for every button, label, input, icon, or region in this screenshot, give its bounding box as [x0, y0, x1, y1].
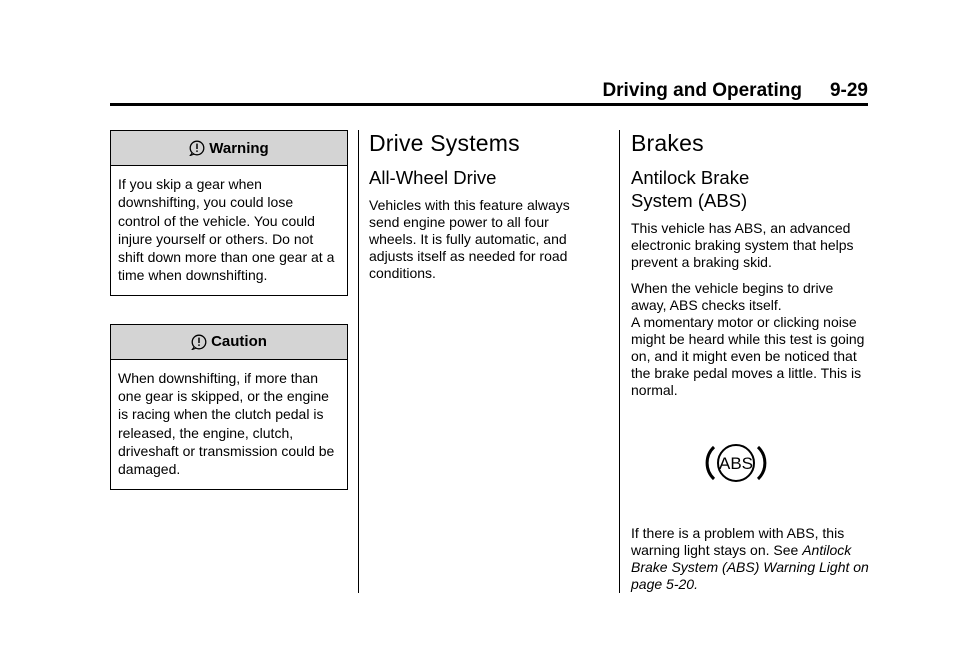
all-wheel-drive-text: Vehicles with this feature always send engine power to all four wheels. It is fully automatic, and adjusts itself as needed for road conditions.	[369, 197, 570, 281]
column-left	[110, 130, 348, 490]
abs-warning-light-reference[interactable]: Antilock Brake System (ABS) Warning Light on page 5-20	[631, 542, 869, 592]
drive-systems-heading: Drive Systems	[369, 130, 520, 156]
abs-heading-line1: Antilock Brake	[631, 167, 750, 188]
all-wheel-drive-heading: All-Wheel Drive	[369, 167, 497, 188]
warning-title: Warning	[209, 139, 269, 157]
warning-box	[110, 130, 348, 296]
caution-box	[110, 324, 348, 490]
abs-self-check-line: When the vehicle begins to drive away, ABS checks itself.	[631, 280, 834, 313]
header-rule	[110, 103, 868, 106]
abs-problem-line: If there is a problem with ABS, this warning light stays on. See	[631, 525, 845, 558]
column-right	[631, 130, 871, 593]
abs-heading-line2: System (ABS)	[631, 190, 748, 211]
caution-title: Caution	[211, 333, 267, 351]
warning-text: If you skip a gear when downshifting, you could lose control of the vehicle. You could injure yourself or others. Do not shift down more than one gear at a time when downshifting.	[118, 176, 335, 284]
column-middle	[369, 130, 589, 282]
abs-icon-label: ABS	[718, 454, 754, 473]
abs-warning-icon	[701, 435, 771, 491]
brakes-heading: Brakes	[631, 130, 704, 156]
abs-reference-period: .	[694, 576, 698, 592]
abs-warning-light	[631, 435, 871, 491]
abs-self-check-text	[631, 280, 871, 399]
caution-icon	[191, 334, 207, 350]
section-title: Driving and Operating	[602, 80, 802, 101]
abs-heading	[631, 166, 871, 212]
warning-icon	[189, 140, 205, 156]
abs-problem-text	[631, 525, 871, 593]
column-divider	[619, 130, 620, 593]
abs-noise-text: A momentary motor or clicking noise might be heard while this test is going on, and it might even be noticed that the brake pedal moves a little. This is normal.	[631, 314, 865, 398]
abs-intro-text: This vehicle has ABS, an advanced electronic braking system that helps prevent a braking skid.	[631, 220, 854, 270]
caution-header	[111, 325, 347, 360]
caution-text: When downshifting, if more than one gear is skipped, or the engine is racing when the clutch pedal is released, the engine, clutch, driveshaft or transmission could be damaged.	[118, 369, 335, 478]
column-divider	[358, 130, 359, 593]
page-number: 9-29	[829, 80, 868, 101]
warning-header	[111, 131, 347, 166]
page-header	[110, 80, 868, 104]
